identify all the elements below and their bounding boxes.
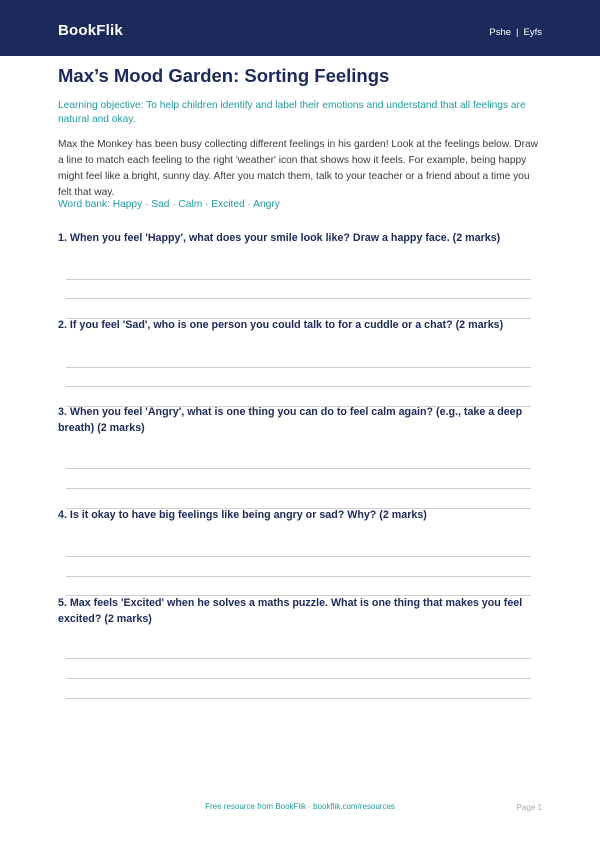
answer-line[interactable] — [66, 386, 531, 387]
answer-line[interactable] — [66, 698, 531, 699]
brand-logo-text[interactable]: BookFlik — [58, 22, 123, 39]
answer-line[interactable] — [66, 367, 531, 368]
answer-line[interactable] — [66, 468, 531, 469]
header-bar — [0, 0, 600, 56]
question-3: 3. When you feel 'Angry', what is one thing you can do to feel calm again? (e.g., take a deep breath) (2 marks) — [58, 406, 523, 434]
subject-breadcrumb — [489, 27, 542, 38]
answer-line[interactable] — [66, 298, 531, 299]
answer-line[interactable] — [66, 279, 531, 280]
breadcrumb-separator: | — [516, 27, 519, 38]
worksheet-title: Max’s Mood Garden: Sorting Feelings — [58, 65, 390, 86]
question-1: 1. When you feel 'Happy', what does your smile look like? Draw a happy face. (2 marks) — [58, 232, 501, 244]
footer-credit[interactable]: Free resource from BookFlik · bookflik.com/resources — [205, 802, 395, 811]
intro-paragraph: Max the Monkey has been busy collecting different feelings in his garden! Look at the feelings below. Draw a line to match each feeling to the right 'weather' icon that shows how it feels. For example, being happy might feel like a bright, sunny day. After you match them, talk to your teacher or a friend about a time you felt that way. — [58, 139, 539, 198]
page-number: Page 1 — [516, 803, 542, 812]
answer-line[interactable] — [66, 576, 531, 577]
answer-line[interactable] — [66, 658, 531, 659]
question-2: 2. If you feel 'Sad', who is one person you could talk to for a cuddle or a chat? (2 marks) — [58, 319, 504, 331]
word-bank: Word bank: Happy · Sad · Calm · Excited · Angry — [58, 199, 280, 210]
answer-line[interactable] — [66, 678, 531, 679]
question-5: 5. Max feels 'Excited' when he solves a maths puzzle. What is one thing that makes you feel excited? (2 marks) — [58, 597, 523, 625]
answer-line[interactable] — [66, 556, 531, 557]
answer-line[interactable] — [66, 488, 531, 489]
question-4: 4. Is it okay to have big feelings like being angry or sad? Why? (2 marks) — [58, 509, 427, 521]
learning-objective: Learning objective: To help children identify and label their emotions and understand that all feelings are natural and okay. — [58, 100, 526, 125]
subject-label: Pshe — [489, 27, 512, 38]
level-label: Eyfs — [523, 27, 542, 38]
